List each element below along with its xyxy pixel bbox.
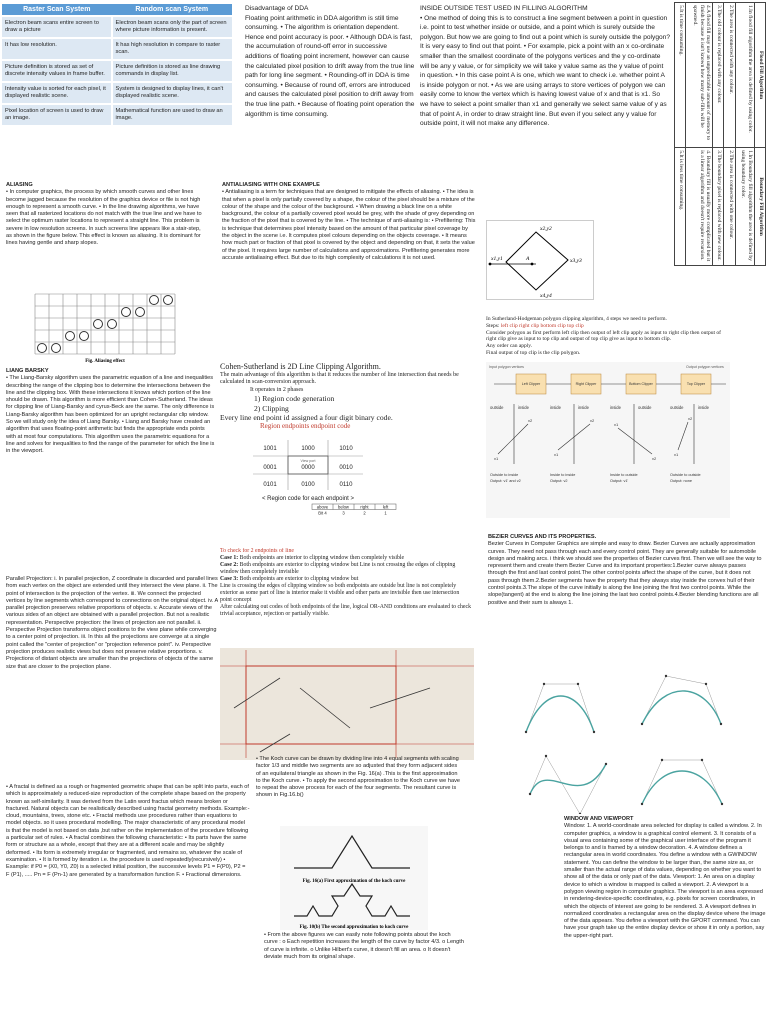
inside-outside-title: INSIDE OUTSIDE TEST USED IN FILLING ALGORITHM xyxy=(420,5,588,12)
table-row xyxy=(713,3,724,266)
case-text: Line is crossing the edges of clipping window so both endpoints are outside but line is not completely exterior as some part of line is interior make it visible and other parts are invisible then use intersection point concept xyxy=(220,583,460,603)
case-side: outside xyxy=(670,405,684,410)
table-row xyxy=(675,3,686,266)
table-header: Raster Scan System xyxy=(2,4,112,16)
sutherland-hodgeman-section xyxy=(486,316,731,362)
vertex-label: x2,y2 xyxy=(540,226,552,232)
region-code-grid xyxy=(248,438,398,516)
table-cell: It has high resolution in compare to raster scan. xyxy=(112,38,232,60)
case-caption: Output: v2 xyxy=(550,479,568,483)
window-viewport-section xyxy=(564,816,768,1020)
case-side: outside xyxy=(638,405,652,410)
fractal-text: • A fractal is defined as a rough or fragmented geometric shape that can be split into parts, each of which is approximately a reduced-size reproduction of the complete shape based on the property known as self-similarity. It was derived from the Latin word fractus which means broken or fractured. Natural objects can be realistically described using fractal geometry methods. Example:- cloud, mountains, trees, stone etc. • Fractal methods use procedures rather than equations to model objects. so it uses procedural modelling. The major characteristic of any procedural model is that the model is not based on data ,but rather on the implementation of the procedure following a particular set of rules. • A fractal combines the following characteristic: • Its parts have the same form or structure as a whole, except that they are at a different scale and may be slightly deformed. • Its form is extremely irregular or fragmented, and remains so, whatever the scale of examination. • It is formed by iteration i.e. the procedure is used repeatedly(recursively) • Example: if P0 = (X0, Y0, Z0) is a selected initial position, the successive levels P1 = F(P0), P2 = F (P1), ..... Pn = F (Pn-1) are generated by a transformation function F. • Fractional dimensions. xyxy=(6,784,250,878)
parallel-text: Parallel Projection: i. In parallel projection, Z coordinate is discarded and parallel lines from each vertex on the object are extended until they intersect the view plane. ii. The point of intersection is the projection of the vertex. iii. We connect the projected vertices by line segments which correspond to connections on the original object. iv. A parallel projection preserves relative proportions of objects. v. Accurate views of the various sides of an object are obtained with a parallel projection. But not a realistic representation. Perspective projection: the lines of projection are not parallel. ii. Perspective Projection transforms object positions to the view plane while converging to a center point of projection. iii. In this all the projections are converge at a single point called the "center of projection" or "projection reference point". iv. Perspective projection produces realistic views but does not preserve relative proportions. v. Projections of distant objects are smaller than the projections of objects of the same size that are closer to the projection plane. xyxy=(6,576,218,670)
sh-step: right clip xyxy=(519,322,540,329)
bit-number: 1 xyxy=(384,510,387,516)
cs-line xyxy=(220,583,472,604)
case-caption: Inside to inside xyxy=(550,473,576,477)
bit-label: above xyxy=(316,504,329,510)
bit-number: 3 xyxy=(342,510,345,516)
sh-steps-label: Steps: xyxy=(486,322,500,329)
case-caption: Outside to inside xyxy=(490,473,519,477)
cs-line: After calculating out codes of both endpoints of the line, logical OR-AND conditions are evaluated to check trivial acceptance, rejection or partially visible. xyxy=(220,604,471,617)
table-row xyxy=(2,38,232,60)
region-code: 1010 xyxy=(339,446,353,452)
table-header: Random scan System xyxy=(112,4,232,16)
table-cell: Intensity value is sorted for each pixel, it displayed realistic scene. xyxy=(2,82,112,104)
table-cell: 5.It is time consuming. xyxy=(675,3,686,148)
clipping-photo xyxy=(220,648,474,760)
aliasing-title: ALIASING xyxy=(6,182,33,188)
vertex-label: v2 xyxy=(528,418,533,423)
aliasing-figure xyxy=(30,292,180,364)
bezier-section xyxy=(488,534,764,666)
bit-label: below xyxy=(338,504,349,510)
vertex-label: v2 xyxy=(652,456,657,461)
cs-line: Cohen-Sutherland is 2D Line Clipping Algorithm. xyxy=(220,362,381,371)
bit-number: 2 xyxy=(363,510,366,516)
table-header: Boundary Fill Algorithm xyxy=(754,148,765,266)
case-side: inside xyxy=(578,405,589,410)
table-row xyxy=(735,3,754,266)
aliasing-caption: Fig. Aliasing effect xyxy=(85,359,125,364)
window-title: WINDOW AND VIEWPORT xyxy=(564,816,634,822)
liang-barsky-text: • The Liang-Barsky algorithm uses the parametric equation of a line and inequalities describing the range of the clipping box to determine the intersections between the line and the clipping box. With these intersections it knows which portion of the line should be drawn. This algorithm is more efficient than Cohen-Sutherland. The ideas for clipping line of Liang-Barsky and cyrus-Beck are the same. The only difference is Liang-Barsky algorithm has been optimized for an upright rectangular clip window. So we will study only the idea of Liang Barsky. • Liang and Barsky have created an algorithm that uses floating-point arithmetic but finds the appropriate ends points with at most four computations. This algorithm uses the parametric equations for a line and solves for inequalities to find the range of the parameter for which the line is in the viewport. xyxy=(6,375,215,455)
viewport-label: View port xyxy=(300,459,316,463)
koch-caption-b: Fig. 10(b) The second approximation to koch curve xyxy=(299,925,409,930)
case-caption: Outside to outside xyxy=(670,473,701,477)
liang-barsky-title: LIANG BARSKY xyxy=(6,368,49,374)
table-cell: 1.In Boundary fill algorithm the area is defined by using boundary color. xyxy=(735,148,754,266)
table-cell: System is designed to display lines, it can't displayed realistic scene. xyxy=(112,82,232,104)
aliasing-section xyxy=(6,182,206,290)
liang-barsky-section xyxy=(6,368,216,548)
clipper-box: Right Clipper xyxy=(575,382,597,386)
table-cell: Mathematical function are used to draw an image. xyxy=(112,104,232,125)
bezier-figure xyxy=(516,664,748,814)
koch-section xyxy=(256,756,460,826)
fractal-section xyxy=(6,784,250,1016)
cs-case xyxy=(220,576,472,583)
case-side: inside xyxy=(518,405,529,410)
cs-phase: 2) Clipping xyxy=(254,403,289,413)
case-caption: Output: v1' and v2 xyxy=(490,479,521,483)
table-cell: 4.A flood fill may use an unpredictable amount of memory to finish because it isn't known how many sub-fills will be spawned. xyxy=(686,3,713,148)
case-caption: Output: v1' xyxy=(610,479,629,483)
table-cell: 2.The area is connected with one colour. xyxy=(724,148,735,266)
bit-label: right xyxy=(360,504,369,510)
region-code: 0100 xyxy=(301,482,315,488)
cs-case xyxy=(220,555,472,562)
case-side: inside xyxy=(698,405,709,410)
table-cell: It has low resolution. xyxy=(2,38,112,60)
cs-region-title: Region endpoints endpoint code xyxy=(260,421,351,430)
koch-text: • The Koch curve can be drawn by dividing line into 4 equal segments with scaling factor 1/3 and middle two segments are so adjusted that they form adjacent sides of an equilateral triangle as shown in the Fig. 16(a) .This is the first approximation to the Koch curve. • To apply the second approximation to the Koch curve we have to repeat the above process for each of the four segments. The resultant curve is shown in Fig.16.b() xyxy=(256,756,460,799)
table-cell: 3.The boundary pixel is replaced with new colour. xyxy=(713,148,724,266)
table-cell: 5.It is less time consuming. xyxy=(675,148,686,266)
case-side: inside xyxy=(610,405,621,410)
koch-caption-a: Fig. 16(a) First approximation of the koch curve xyxy=(302,879,406,884)
polygon-inside-figure xyxy=(486,220,594,300)
antialiasing-title: ANTIALIASING WITH ONE EXAMPLE xyxy=(222,182,320,188)
region-code: 0001 xyxy=(263,465,277,471)
region-code: 0101 xyxy=(263,482,277,488)
sh-title: In Sutherland-Hodgeman polygon clipping algorithm, 4 steps we need to perform. xyxy=(486,316,667,322)
vertex-label: x1,y1 xyxy=(491,256,503,262)
vertex-label: x3,y3 xyxy=(570,258,582,264)
parallel-projection-section xyxy=(6,576,218,772)
sh-text: Any order can apply. xyxy=(486,343,533,350)
antialiasing-text: • Antialiasing is a term for techniques that are designed to mitigate the effects of aliasing. • The idea is that when a pixel is only partially covered by a shape, the colour of the pixel should be a mixture of the colour of the shape and the colour of the background. • When drawing a black line on a white background, the colour of a partially covered pixel would be grey, with the shade of grey depending on the fraction of the pixel that is covered by the line. • The technique of anti-aliasing is: • Prefiltering: This is technique that determines pixel intensity based on the amount of that particular pixel coverage by the object in the scene i.e. It computes pixel colours depending on the objects coverage. • It means how much part or fraction of that pixel is covered by the object and depending on that, it sets the value of the pixel. It requires large number of calculations and approximations. Prefiltering generates more accurate antialiasing effect. But due to its high complexity of calculations it is not used. xyxy=(222,189,476,261)
vertex-label: v2 xyxy=(590,418,595,423)
vertex-label: v2 xyxy=(688,416,693,421)
case-text: Both endpoints are exterior to clipping window but Line is not crossing the edges of clipping window then completely invisible xyxy=(220,562,456,575)
sh-output-label: Output polygon vertices xyxy=(686,365,724,369)
sh-step: top clip xyxy=(567,322,584,329)
region-code: 0110 xyxy=(339,482,353,488)
cs-line: It operates in 2 phases xyxy=(250,386,304,393)
sh-input-label: Input polygon vertices xyxy=(489,365,524,369)
sh-step: bottom clip xyxy=(540,322,566,329)
table-cell: 4. Boundary fill is usually more complicated but it is a linear algorithm and doesn't require recursion. xyxy=(686,148,713,266)
table-row xyxy=(2,16,232,38)
dda-section xyxy=(245,4,415,172)
table-row xyxy=(2,60,232,82)
sh-text: Final output of top clip is the clip polygon. xyxy=(486,349,581,356)
bit-number: Bit 4 xyxy=(318,510,327,516)
cs-case xyxy=(220,562,472,576)
sh-text: Consider polygon as first perform left clip then output of left clip apply as input to right clip then output of right clip give as input to top clip and output of top clip give as input to bottom clip. xyxy=(486,329,721,343)
region-code: 0010 xyxy=(339,465,353,471)
case-side: outside xyxy=(490,405,504,410)
case-label: Case 2: xyxy=(220,562,239,568)
region-caption: < Region code for each endpoint > xyxy=(261,496,355,502)
case-text: Both endpoints are interior to clipping window then completely visible xyxy=(239,555,405,561)
vertex-label: v1 xyxy=(494,456,499,461)
table-cell: 2.The area is connected with any colour. xyxy=(724,3,735,148)
case-text: Both endpoints are exterior to clipping window but xyxy=(239,576,359,582)
sh-step: left clip xyxy=(500,322,518,329)
case-caption: Output: none xyxy=(670,479,692,483)
aliasing-text: • In computer graphics, the process by which smooth curves and other lines become jagged because the resolution of the graphics device or file is not high enough to represent a smooth curve. • In the line drawing algorithms, we have seen that all rasterized locations do not match with the true line and we have to select the optimum raster locations to represent a straight line. This problem is severe in low resolution screens. In such screens line appears like a stair-step, as shown in the figure below. This effect is known as aliasing. It is dominant for lines having gentle and sharp slopes. xyxy=(6,189,202,247)
raster-random-table xyxy=(2,4,232,174)
fill-comparison-table xyxy=(674,2,766,266)
vertex-label: v1 xyxy=(674,452,679,457)
table-row xyxy=(2,104,232,125)
point-label: A xyxy=(526,256,530,262)
koch-figure xyxy=(280,826,428,930)
koch-text: • From the above figures we can easily note following points about the koch curve : o Each repetition increases the length of the curve by factor 4/3. o Length of curve is infinite. o Unlike Hilbert's curve, it doesn't fill an area. o It doesn't deviate much from its original shape. xyxy=(264,932,464,960)
cs-phase: 1) Region code generation xyxy=(254,394,335,404)
clipper-box: Left Clipper xyxy=(521,382,541,386)
dda-title: Disadvantage of DDA xyxy=(245,5,309,12)
bezier-title: BEZIER CURVES AND ITS PROPERTIES. xyxy=(488,534,597,540)
vertex-label: v1 xyxy=(614,422,619,427)
case-side: inside xyxy=(550,405,561,410)
sutherland-hodgeman-diagram xyxy=(486,362,730,518)
bit-label: left xyxy=(382,504,389,510)
cs-check: To check for 2 endpoints of line xyxy=(220,548,294,554)
table-cell: Picture definition is stored as line drawing commands in display list. xyxy=(112,60,232,82)
table-cell: 1.In flood fill algorithm the area is defined by using color. xyxy=(735,3,754,148)
table-row xyxy=(2,82,232,104)
table-cell: 3.The old colour is replaced with any colour. xyxy=(713,3,724,148)
case-label: Case 1: xyxy=(220,555,239,561)
region-code: 1001 xyxy=(263,446,277,452)
vertex-label: v1 xyxy=(554,452,559,457)
table-cell: Picture definition is stored as set of discrete intensity values in frame buffer. xyxy=(2,60,112,82)
dda-text: Floating point arithmetic in DDA algorithm is still time consuming. • The algorithm is orientation dependent. Hence end point accuracy is poor. • Although DDA is fast, the accumulation of round-off error in successive additions of floating point increment, however can cause the calculated pixel position to drift away from the true line path for long line segment. • Rounding-off in DDA is time consuming. • Because of round off, errors are introduced and causes the calculated pixel position to drift away from the true line path. • Because of floating point operation the algorithm is time consuming. xyxy=(245,14,415,118)
antialiasing-section xyxy=(222,182,477,332)
table-row xyxy=(724,3,735,266)
clipper-box: Bottom Clipper xyxy=(629,382,653,386)
table-row xyxy=(686,3,713,266)
region-code: 1000 xyxy=(301,446,315,452)
region-code: 0000 xyxy=(301,465,315,471)
table-header: Flood Fill Algorithm xyxy=(754,3,765,148)
case-caption: Inside to outside xyxy=(610,473,638,477)
bezier-text: Bezier Curves in Computer Graphics are simple and easy to draw. Bezier Curves are actually approximation curves. They need not pass through each and every control point. They are generally suitable for automobile design and making arcs. i think we should see the properties of Bezier curves first. Then we will see the way to represent them and create them Bezier Curve and its important properties:1.Bezier curve always passes through the first and last control point.The other control points affect the shape of the curve, but it does not pass through them.2.Bezier segments have the property that they always stay inside the convex hull of their control points.3.The slope of the curve initially is along the line joining the first two control points. While the slope(tangent) at the end is along the line joining the last two control points.4.Bezier blending functions are all positive and their sum is always 1. xyxy=(488,541,762,606)
inside-outside-text: • One method of doing this is to construct a line segment between a point in question i.e. point to test whether inside or outside, and a point which is surely outside the polygon. But how we are going to find out a point which is surely outside the polygon? It is very easy to find out that point. • For example, pick a point with an x co-ordinate smaller than the smallest coordinate of the polygons vertices and the y co-ordinate will be any y value, or for simplicity we will take y value same as the y value of point in question. • In this case point A is one, which we want to check i.e. whether point A is inside polygon or not. • As we are using arrays to store vertices of polygon we can easily come to know the vertex which is having lowest value of x and that is x1. So we have to select a point smaller than x1 and generally we select same value of y as that of point A, in order to draw straight line. But even if you select any y value for outside point, it will not make any difference. xyxy=(420,14,670,128)
table-cell: Electron beam scans only the part of screen where picture information is present. xyxy=(112,16,232,38)
sh-steps xyxy=(486,323,731,330)
koch-notes xyxy=(264,932,464,992)
window-text: Window: 1. A world-coordinate area selected for display is called a window. 2. In computer graphics, a window is a graphical control element. 3. It consists of a visual area containing some of the graphical user interface of the program it belongs to and is framed by a window decoration. 4. A window defines a rectangular area in world coordinates. You define a window with a GWINDOW statement. You can define the window to be larger than, the same size as, or smaller than the actual range of data values, depending on whether you want to show all of the data or only part of the data. Viewport: 1. An area on a display device to which a window is mapped is called a viewport. 2. A viewport is a polygon viewing region in computer graphics. The viewport is an area expressed in rendering-device-specific coordinates, e.g. pixels for screen coordinates, in which the objects of interest are going to be rendered. 3. A viewport defines in normalized coordinates a rectangular area on the display device where the image of the data appears. You define a viewport with the GPORT command. You can have your graph take up the entire display device or show it in only a portion, say the upper-right part. xyxy=(564,823,766,939)
cohen-cases-section xyxy=(220,548,472,648)
table-cell: Electron beam scans entire screen to draw a picture xyxy=(2,16,112,38)
cs-line: Every line end point id assigned a four digit binary code. xyxy=(220,413,393,423)
case-label: Case 3: xyxy=(220,576,239,582)
clipper-box: Top Clipper xyxy=(686,382,706,386)
vertex-label: x4,y4 xyxy=(540,293,552,299)
cs-line: The main advantage of this algorithm is that it reduces the number of line intersection that needs be calculated in scan-conversion approach. xyxy=(220,372,459,386)
table-cell: Pixel location of screen is used to draw an image. xyxy=(2,104,112,125)
